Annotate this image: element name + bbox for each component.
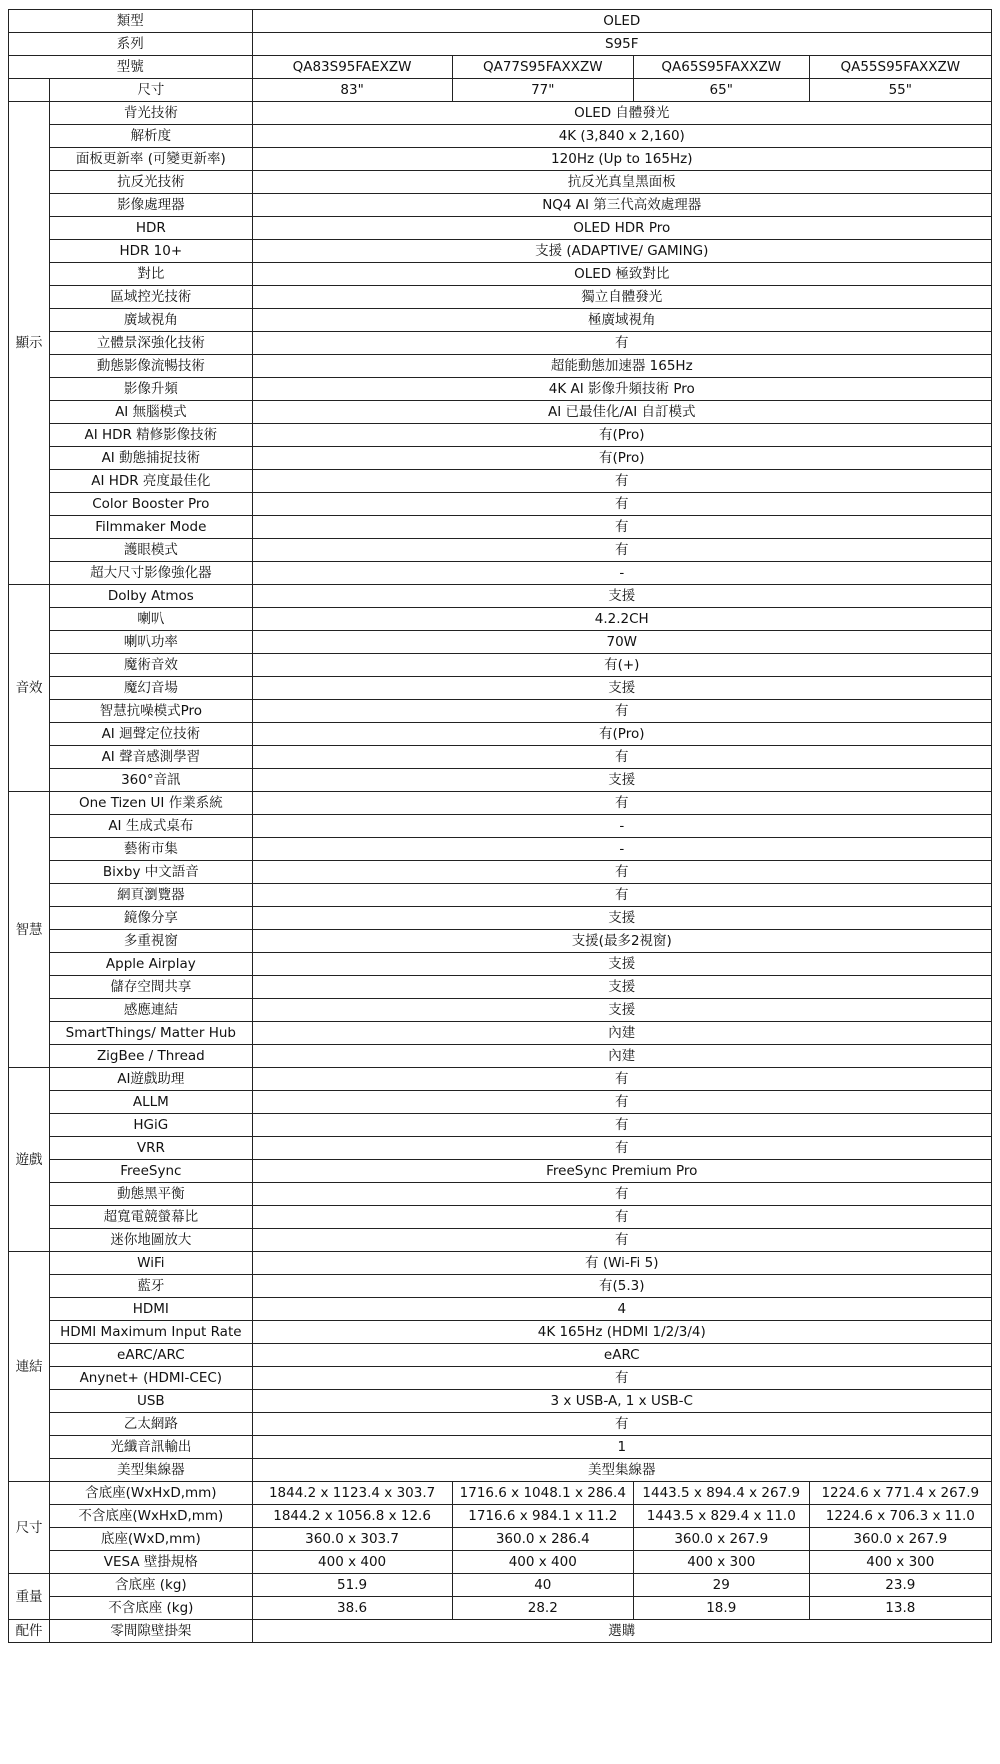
spec-value: 支援: [252, 953, 991, 976]
spec-value: 1: [252, 1436, 991, 1459]
spec-row: [9, 792, 992, 815]
category-cell: 尺寸: [9, 1482, 50, 1574]
type-label: 類型: [9, 10, 253, 33]
spec-row: [9, 907, 992, 930]
spec-label: 動態黑平衡: [50, 1183, 252, 1206]
spec-row: [9, 654, 992, 677]
spec-value: 有: [252, 1229, 991, 1252]
category-cell: 音效: [9, 585, 50, 792]
spec-row: [9, 677, 992, 700]
spec-value: 支援: [252, 769, 991, 792]
spec-label: AI遊戲助理: [50, 1068, 252, 1091]
spec-value: 有: [252, 746, 991, 769]
spec-row: [9, 263, 992, 286]
spec-label: VRR: [50, 1137, 252, 1160]
spec-label: 解析度: [50, 125, 252, 148]
spec-value: 120Hz (Up to 165Hz): [252, 148, 991, 171]
spec-value: 獨立自體發光: [252, 286, 991, 309]
spec-value: 29: [633, 1574, 809, 1597]
spec-value: 有: [252, 332, 991, 355]
series-value: S95F: [252, 33, 991, 56]
spec-row: [9, 1045, 992, 1068]
spec-row: [9, 746, 992, 769]
spec-label: 區域控光技術: [50, 286, 252, 309]
spec-value: -: [252, 838, 991, 861]
spec-label: 美型集線器: [50, 1459, 252, 1482]
spec-value: 支援: [252, 677, 991, 700]
spec-row: [9, 1137, 992, 1160]
spec-value: 51.9: [252, 1574, 452, 1597]
spec-row: [9, 1620, 992, 1643]
spec-row: [9, 148, 992, 171]
spec-value: NQ4 AI 第三代高效處理器: [252, 194, 991, 217]
spec-row: [9, 378, 992, 401]
series-row: [9, 33, 992, 56]
spec-value: 選購: [252, 1620, 991, 1643]
spec-label: 乙太網路: [50, 1413, 252, 1436]
spec-value: 1716.6 x 1048.1 x 286.4: [452, 1482, 633, 1505]
model-cell: QA83S95FAEXZW: [252, 56, 452, 79]
spec-table-body: [9, 10, 992, 1643]
spec-row: [9, 976, 992, 999]
spec-row: [9, 930, 992, 953]
type-value: OLED: [252, 10, 991, 33]
spec-value: 1443.5 x 894.4 x 267.9: [633, 1482, 809, 1505]
model-cell: QA55S95FAXXZW: [809, 56, 991, 79]
spec-row: [9, 861, 992, 884]
spec-row: [9, 1068, 992, 1091]
spec-row: [9, 194, 992, 217]
spec-label: 對比: [50, 263, 252, 286]
category-cell: 顯示: [9, 102, 50, 585]
spec-value: 內建: [252, 1045, 991, 1068]
spec-label: 動態影像流暢技術: [50, 355, 252, 378]
spec-label: One Tizen UI 作業系統: [50, 792, 252, 815]
spec-value: 支援: [252, 976, 991, 999]
spec-label: Bixby 中文語音: [50, 861, 252, 884]
spec-row: [9, 1298, 992, 1321]
spec-value: 400 x 400: [452, 1551, 633, 1574]
spec-value: OLED HDR Pro: [252, 217, 991, 240]
spec-label: 含底座 (kg): [50, 1574, 252, 1597]
category-cell: 遊戲: [9, 1068, 50, 1252]
spec-label: Dolby Atmos: [50, 585, 252, 608]
spec-value: 38.6: [252, 1597, 452, 1620]
spec-value: 有: [252, 861, 991, 884]
spec-value: 360.0 x 286.4: [452, 1528, 633, 1551]
spec-row: [9, 470, 992, 493]
spec-value: 有: [252, 493, 991, 516]
spec-label: HDR: [50, 217, 252, 240]
spec-value: eARC: [252, 1344, 991, 1367]
blank-cell: [9, 79, 50, 102]
spec-value: 支援: [252, 999, 991, 1022]
spec-row: [9, 1275, 992, 1298]
spec-value: 有(Pro): [252, 424, 991, 447]
spec-row: [9, 1183, 992, 1206]
spec-row: [9, 355, 992, 378]
spec-value: 有(Pro): [252, 447, 991, 470]
spec-label: HGiG: [50, 1114, 252, 1137]
spec-value: 有: [252, 539, 991, 562]
spec-value: 4K (3,840 x 2,160): [252, 125, 991, 148]
spec-value: 美型集線器: [252, 1459, 991, 1482]
spec-row: [9, 424, 992, 447]
category-cell: 重量: [9, 1574, 50, 1620]
spec-value: 1443.5 x 829.4 x 11.0: [633, 1505, 809, 1528]
spec-value: FreeSync Premium Pro: [252, 1160, 991, 1183]
spec-value: 1224.6 x 771.4 x 267.9: [809, 1482, 991, 1505]
spec-label: AI HDR 精修影像技術: [50, 424, 252, 447]
spec-row: [9, 1459, 992, 1482]
spec-label: AI 無腦模式: [50, 401, 252, 424]
model-row: [9, 56, 992, 79]
spec-value: 內建: [252, 1022, 991, 1045]
spec-value: 4: [252, 1298, 991, 1321]
spec-value: 有(Pro): [252, 723, 991, 746]
model-cell: QA65S95FAXXZW: [633, 56, 809, 79]
spec-label: 抗反光技術: [50, 171, 252, 194]
spec-value: 有: [252, 1413, 991, 1436]
spec-row: [9, 1367, 992, 1390]
spec-label: 底座(WxD,mm): [50, 1528, 252, 1551]
spec-value: 4K 165Hz (HDMI 1/2/3/4): [252, 1321, 991, 1344]
spec-value: 23.9: [809, 1574, 991, 1597]
spec-row: [9, 608, 992, 631]
spec-label: 立體景深強化技術: [50, 332, 252, 355]
spec-label: WiFi: [50, 1252, 252, 1275]
spec-label: Anynet+ (HDMI-CEC): [50, 1367, 252, 1390]
spec-value: OLED 極致對比: [252, 263, 991, 286]
spec-label: VESA 壁掛規格: [50, 1551, 252, 1574]
spec-value: 1844.2 x 1056.8 x 12.6: [252, 1505, 452, 1528]
spec-row: [9, 838, 992, 861]
spec-label: FreeSync: [50, 1160, 252, 1183]
spec-value: 40: [452, 1574, 633, 1597]
spec-value: 3 x USB-A, 1 x USB-C: [252, 1390, 991, 1413]
spec-label: 藍牙: [50, 1275, 252, 1298]
spec-label: 超寬電競螢幕比: [50, 1206, 252, 1229]
spec-label: 喇叭功率: [50, 631, 252, 654]
spec-label: AI 迴聲定位技術: [50, 723, 252, 746]
spec-row: [9, 585, 992, 608]
spec-label: HDR 10+: [50, 240, 252, 263]
spec-row: [9, 217, 992, 240]
spec-row: [9, 401, 992, 424]
spec-label: Filmmaker Mode: [50, 516, 252, 539]
category-cell: 連結: [9, 1252, 50, 1482]
spec-row: [9, 171, 992, 194]
size-cell: 83": [252, 79, 452, 102]
spec-label: 影像升頻: [50, 378, 252, 401]
spec-value: -: [252, 815, 991, 838]
spec-label: 影像處理器: [50, 194, 252, 217]
spec-value: 有: [252, 1068, 991, 1091]
spec-row: [9, 516, 992, 539]
spec-row: [9, 1482, 992, 1505]
spec-value: 有: [252, 1137, 991, 1160]
spec-value: 1224.6 x 706.3 x 11.0: [809, 1505, 991, 1528]
spec-label: 多重視窗: [50, 930, 252, 953]
spec-label: 背光技術: [50, 102, 252, 125]
spec-value: 70W: [252, 631, 991, 654]
spec-value: OLED 自體發光: [252, 102, 991, 125]
spec-value: 支援: [252, 585, 991, 608]
spec-label: 面板更新率 (可變更新率): [50, 148, 252, 171]
size-cell: 65": [633, 79, 809, 102]
spec-label: 迷你地圖放大: [50, 1229, 252, 1252]
spec-row: [9, 953, 992, 976]
size-row: [9, 79, 992, 102]
spec-label: 不含底座(WxHxD,mm): [50, 1505, 252, 1528]
spec-row: [9, 999, 992, 1022]
spec-label: eARC/ARC: [50, 1344, 252, 1367]
spec-label: ALLM: [50, 1091, 252, 1114]
size-cell: 55": [809, 79, 991, 102]
spec-row: [9, 493, 992, 516]
spec-label: HDMI Maximum Input Rate: [50, 1321, 252, 1344]
spec-row: [9, 884, 992, 907]
size-label: 尺寸: [50, 79, 252, 102]
spec-row: [9, 1597, 992, 1620]
spec-label: 含底座(WxHxD,mm): [50, 1482, 252, 1505]
spec-value: 有: [252, 792, 991, 815]
spec-label: 廣域視角: [50, 309, 252, 332]
spec-label: 藝術市集: [50, 838, 252, 861]
spec-value: 28.2: [452, 1597, 633, 1620]
spec-value: 1844.2 x 1123.4 x 303.7: [252, 1482, 452, 1505]
spec-label: 網頁瀏覽器: [50, 884, 252, 907]
spec-row: [9, 1206, 992, 1229]
spec-value: 抗反光真皇黑面板: [252, 171, 991, 194]
spec-label: AI 動態捕捉技術: [50, 447, 252, 470]
spec-row: [9, 769, 992, 792]
spec-value: 360.0 x 303.7: [252, 1528, 452, 1551]
spec-value: 360.0 x 267.9: [809, 1528, 991, 1551]
spec-value: 有 (Wi-Fi 5): [252, 1252, 991, 1275]
spec-value: 1716.6 x 984.1 x 11.2: [452, 1505, 633, 1528]
spec-label: USB: [50, 1390, 252, 1413]
spec-label: Apple Airplay: [50, 953, 252, 976]
spec-label: 光纖音訊輸出: [50, 1436, 252, 1459]
spec-row: [9, 1551, 992, 1574]
spec-value: 支援: [252, 907, 991, 930]
spec-value: 有: [252, 1183, 991, 1206]
type-row: [9, 10, 992, 33]
spec-label: 喇叭: [50, 608, 252, 631]
spec-row: [9, 1229, 992, 1252]
spec-label: AI HDR 亮度最佳化: [50, 470, 252, 493]
spec-row: [9, 1436, 992, 1459]
spec-row: [9, 286, 992, 309]
spec-label: 鏡像分享: [50, 907, 252, 930]
spec-label: 感應連結: [50, 999, 252, 1022]
spec-value: 支援 (ADAPTIVE/ GAMING): [252, 240, 991, 263]
spec-row: [9, 1114, 992, 1137]
spec-row: [9, 1413, 992, 1436]
spec-row: [9, 1344, 992, 1367]
category-cell: 配件: [9, 1620, 50, 1643]
spec-value: 有: [252, 1206, 991, 1229]
spec-label: 魔術音效: [50, 654, 252, 677]
spec-value: 有: [252, 470, 991, 493]
model-label: 型號: [9, 56, 253, 79]
spec-label: SmartThings/ Matter Hub: [50, 1022, 252, 1045]
category-cell: 智慧: [9, 792, 50, 1068]
spec-table: [8, 9, 992, 1643]
spec-label: 零間隙壁掛架: [50, 1620, 252, 1643]
spec-label: AI 聲音感測學習: [50, 746, 252, 769]
spec-value: 4.2.2CH: [252, 608, 991, 631]
spec-value: 極廣域視角: [252, 309, 991, 332]
spec-row: [9, 240, 992, 263]
spec-row: [9, 815, 992, 838]
spec-row: [9, 1528, 992, 1551]
spec-label: 智慧抗噪模式Pro: [50, 700, 252, 723]
spec-row: [9, 309, 992, 332]
size-cell: 77": [452, 79, 633, 102]
spec-row: [9, 723, 992, 746]
series-label: 系列: [9, 33, 253, 56]
spec-label: Color Booster Pro: [50, 493, 252, 516]
spec-value: 有: [252, 516, 991, 539]
spec-value: -: [252, 562, 991, 585]
spec-value: 有(5.3): [252, 1275, 991, 1298]
spec-row: [9, 1022, 992, 1045]
spec-label: 360°音訊: [50, 769, 252, 792]
spec-value: 支援(最多2視窗): [252, 930, 991, 953]
spec-row: [9, 1252, 992, 1275]
spec-value: AI 已最佳化/AI 自訂模式: [252, 401, 991, 424]
spec-row: [9, 447, 992, 470]
spec-value: 有: [252, 1114, 991, 1137]
spec-row: [9, 1505, 992, 1528]
spec-label: ZigBee / Thread: [50, 1045, 252, 1068]
spec-row: [9, 102, 992, 125]
spec-row: [9, 700, 992, 723]
model-cell: QA77S95FAXXZW: [452, 56, 633, 79]
spec-value: 360.0 x 267.9: [633, 1528, 809, 1551]
spec-label: 不含底座 (kg): [50, 1597, 252, 1620]
spec-label: 儲存空間共享: [50, 976, 252, 999]
spec-row: [9, 1390, 992, 1413]
spec-row: [9, 1321, 992, 1344]
spec-value: 400 x 300: [633, 1551, 809, 1574]
spec-row: [9, 539, 992, 562]
spec-value: 有: [252, 1091, 991, 1114]
spec-label: HDMI: [50, 1298, 252, 1321]
spec-value: 18.9: [633, 1597, 809, 1620]
spec-label: AI 生成式桌布: [50, 815, 252, 838]
spec-row: [9, 1091, 992, 1114]
spec-value: 有: [252, 1367, 991, 1390]
spec-row: [9, 631, 992, 654]
spec-row: [9, 332, 992, 355]
spec-row: [9, 562, 992, 585]
spec-row: [9, 1160, 992, 1183]
spec-value: 4K AI 影像升頻技術 Pro: [252, 378, 991, 401]
spec-row: [9, 1574, 992, 1597]
spec-value: 有: [252, 700, 991, 723]
spec-value: 有(+): [252, 654, 991, 677]
spec-label: 超大尺寸影像強化器: [50, 562, 252, 585]
spec-value: 13.8: [809, 1597, 991, 1620]
spec-value: 400 x 400: [252, 1551, 452, 1574]
spec-row: [9, 125, 992, 148]
spec-value: 有: [252, 884, 991, 907]
spec-value: 超能動態加速器 165Hz: [252, 355, 991, 378]
spec-label: 魔幻音場: [50, 677, 252, 700]
spec-label: 護眼模式: [50, 539, 252, 562]
spec-value: 400 x 300: [809, 1551, 991, 1574]
